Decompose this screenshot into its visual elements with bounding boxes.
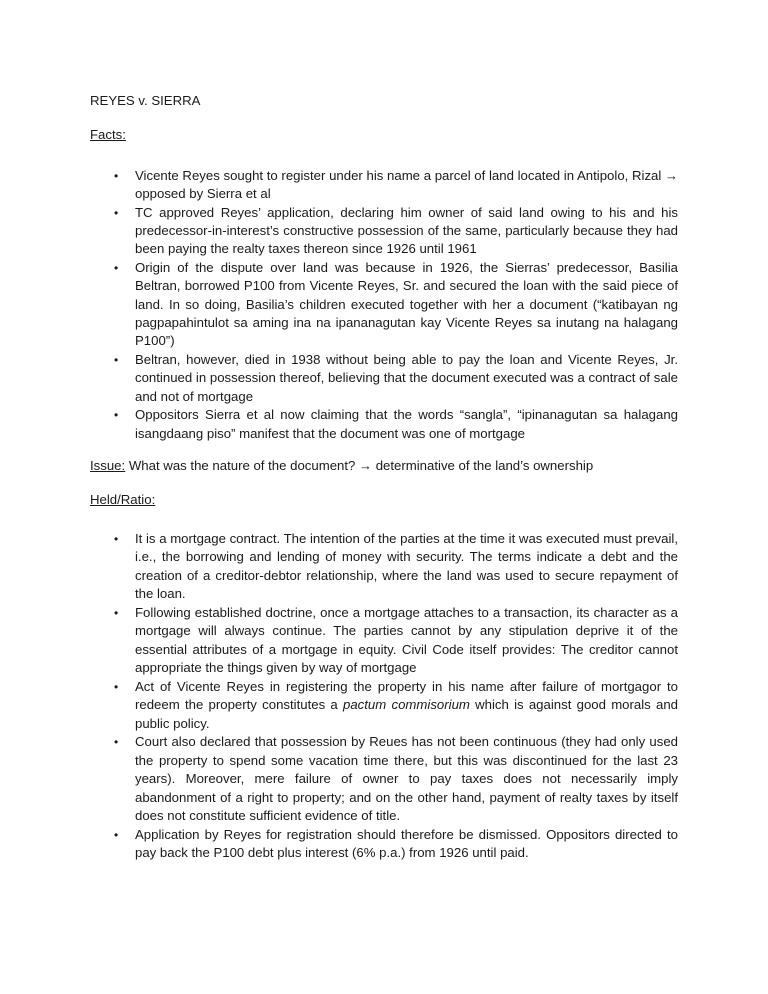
item-text: Application by Reyes for registration should therefore be dismissed. Oppositors directed to pay back the P100 debt plus interest (6% p.a.) from 1926 until paid. (135, 826, 678, 861)
item-text: Court also declared that possession by Reues has not been continuous (they had only used the property to spend some vacation time there, but this was discontinued for the last 23 years). Moreover, mere failure of owner to pay taxes does not necessarily imply abandonment of a right to property; and on the other hand, payment of realty taxes by itself does not constitute sufficient evidence of title. (135, 734, 678, 824)
fact-item (90, 259, 678, 351)
issue-label: Issue: (90, 457, 126, 473)
held-item (90, 733, 678, 826)
item-text: TC approved Reyes’ application, declaring him owner of said land owing to his and his predecessor-in-interest’s constructive possession of the same, particularly because they had been paying the realty taxes thereon since 1926 until 1961 (135, 204, 678, 257)
right-arrow-icon: → (665, 167, 678, 183)
bullet-icon: • (114, 531, 119, 546)
fact-item (90, 406, 678, 443)
held-item (90, 530, 678, 604)
facts-heading: Facts: (90, 127, 126, 143)
item-text: Act of Vicente Reyes in registering the property in his name after failure of mortgagor to redeem the property constitutes a (135, 678, 678, 713)
case-title: REYES v. SIERRA (90, 93, 201, 108)
item-text: which is against good morals and public policy. (135, 697, 678, 731)
bullet-icon: • (114, 408, 119, 423)
bullet-icon: • (114, 827, 119, 842)
held-item (90, 604, 678, 678)
fact-item (90, 351, 678, 406)
right-arrow-icon: → (359, 457, 373, 473)
bullet-icon: • (114, 735, 119, 750)
bullet-icon: • (114, 605, 119, 620)
item-text: It is a mortgage contract. The intention of the parties at the time it was executed must prevail, i.e., the borrowing and lending of money with security. The terms indicate a debt and the creation of a creditor-debtor relationship, where the land was used to secure repayment of the loan. (135, 530, 678, 602)
fact-item (90, 204, 678, 259)
document-page (90, 92, 678, 877)
bullet-icon: • (114, 260, 119, 275)
held-list (90, 530, 678, 863)
bullet-icon: • (114, 205, 119, 220)
latin-term: pactum commisorium (343, 697, 470, 713)
held-item (90, 826, 678, 863)
held-ratio-heading: Held/Ratio: (90, 492, 156, 508)
bullet-icon: • (114, 352, 119, 367)
facts-list (90, 167, 678, 443)
item-text: Following established doctrine, once a mortgage attaches to a transaction, its character as a mortgage will always continue. The parties cannot by any stipulation deprive it of the essential attributes of a mortgage in equity. Civil Code itself provides: The creditor cannot appropriate the things given by way of mortgage (135, 604, 678, 676)
fact-item (90, 167, 678, 204)
issue-conclusion: determinative of the land’s ownership (372, 457, 594, 473)
bullet-icon: • (114, 679, 119, 694)
issue-line (90, 457, 678, 475)
held-item (90, 678, 678, 734)
item-text: Vicente Reyes sought to register under his name a parcel of land located in Antipolo, Rizal (135, 167, 665, 183)
issue-question: What was the nature of the document? (125, 457, 360, 473)
item-text: Oppositors Sierra et al now claiming that the words “sangla”, “ipinanagutan sa halagang isangdaang piso” manifest that the document was one of mortgage (135, 407, 678, 441)
item-text: Origin of the dispute over land was because in 1926, the Sierras’ predecessor, Basilia Beltran, borrowed P100 from Vicente Reyes, Sr. and secured the loan with the said piece of land. In so doing, Basilia’s children executed together with her a document (“katibayan ng pagpapahintulot sa aming ina na ipananagutan kay Vicente Reyes sa inutang na halagang P100”) (135, 259, 678, 349)
bullet-icon: • (114, 168, 119, 183)
item-text: Beltran, however, died in 1938 without being able to pay the loan and Vicente Reyes, Jr. continued in possession thereof, believing that the document executed was a contract of sale and not of mortgage (135, 351, 678, 404)
item-text: opposed by Sierra et al (135, 186, 271, 202)
